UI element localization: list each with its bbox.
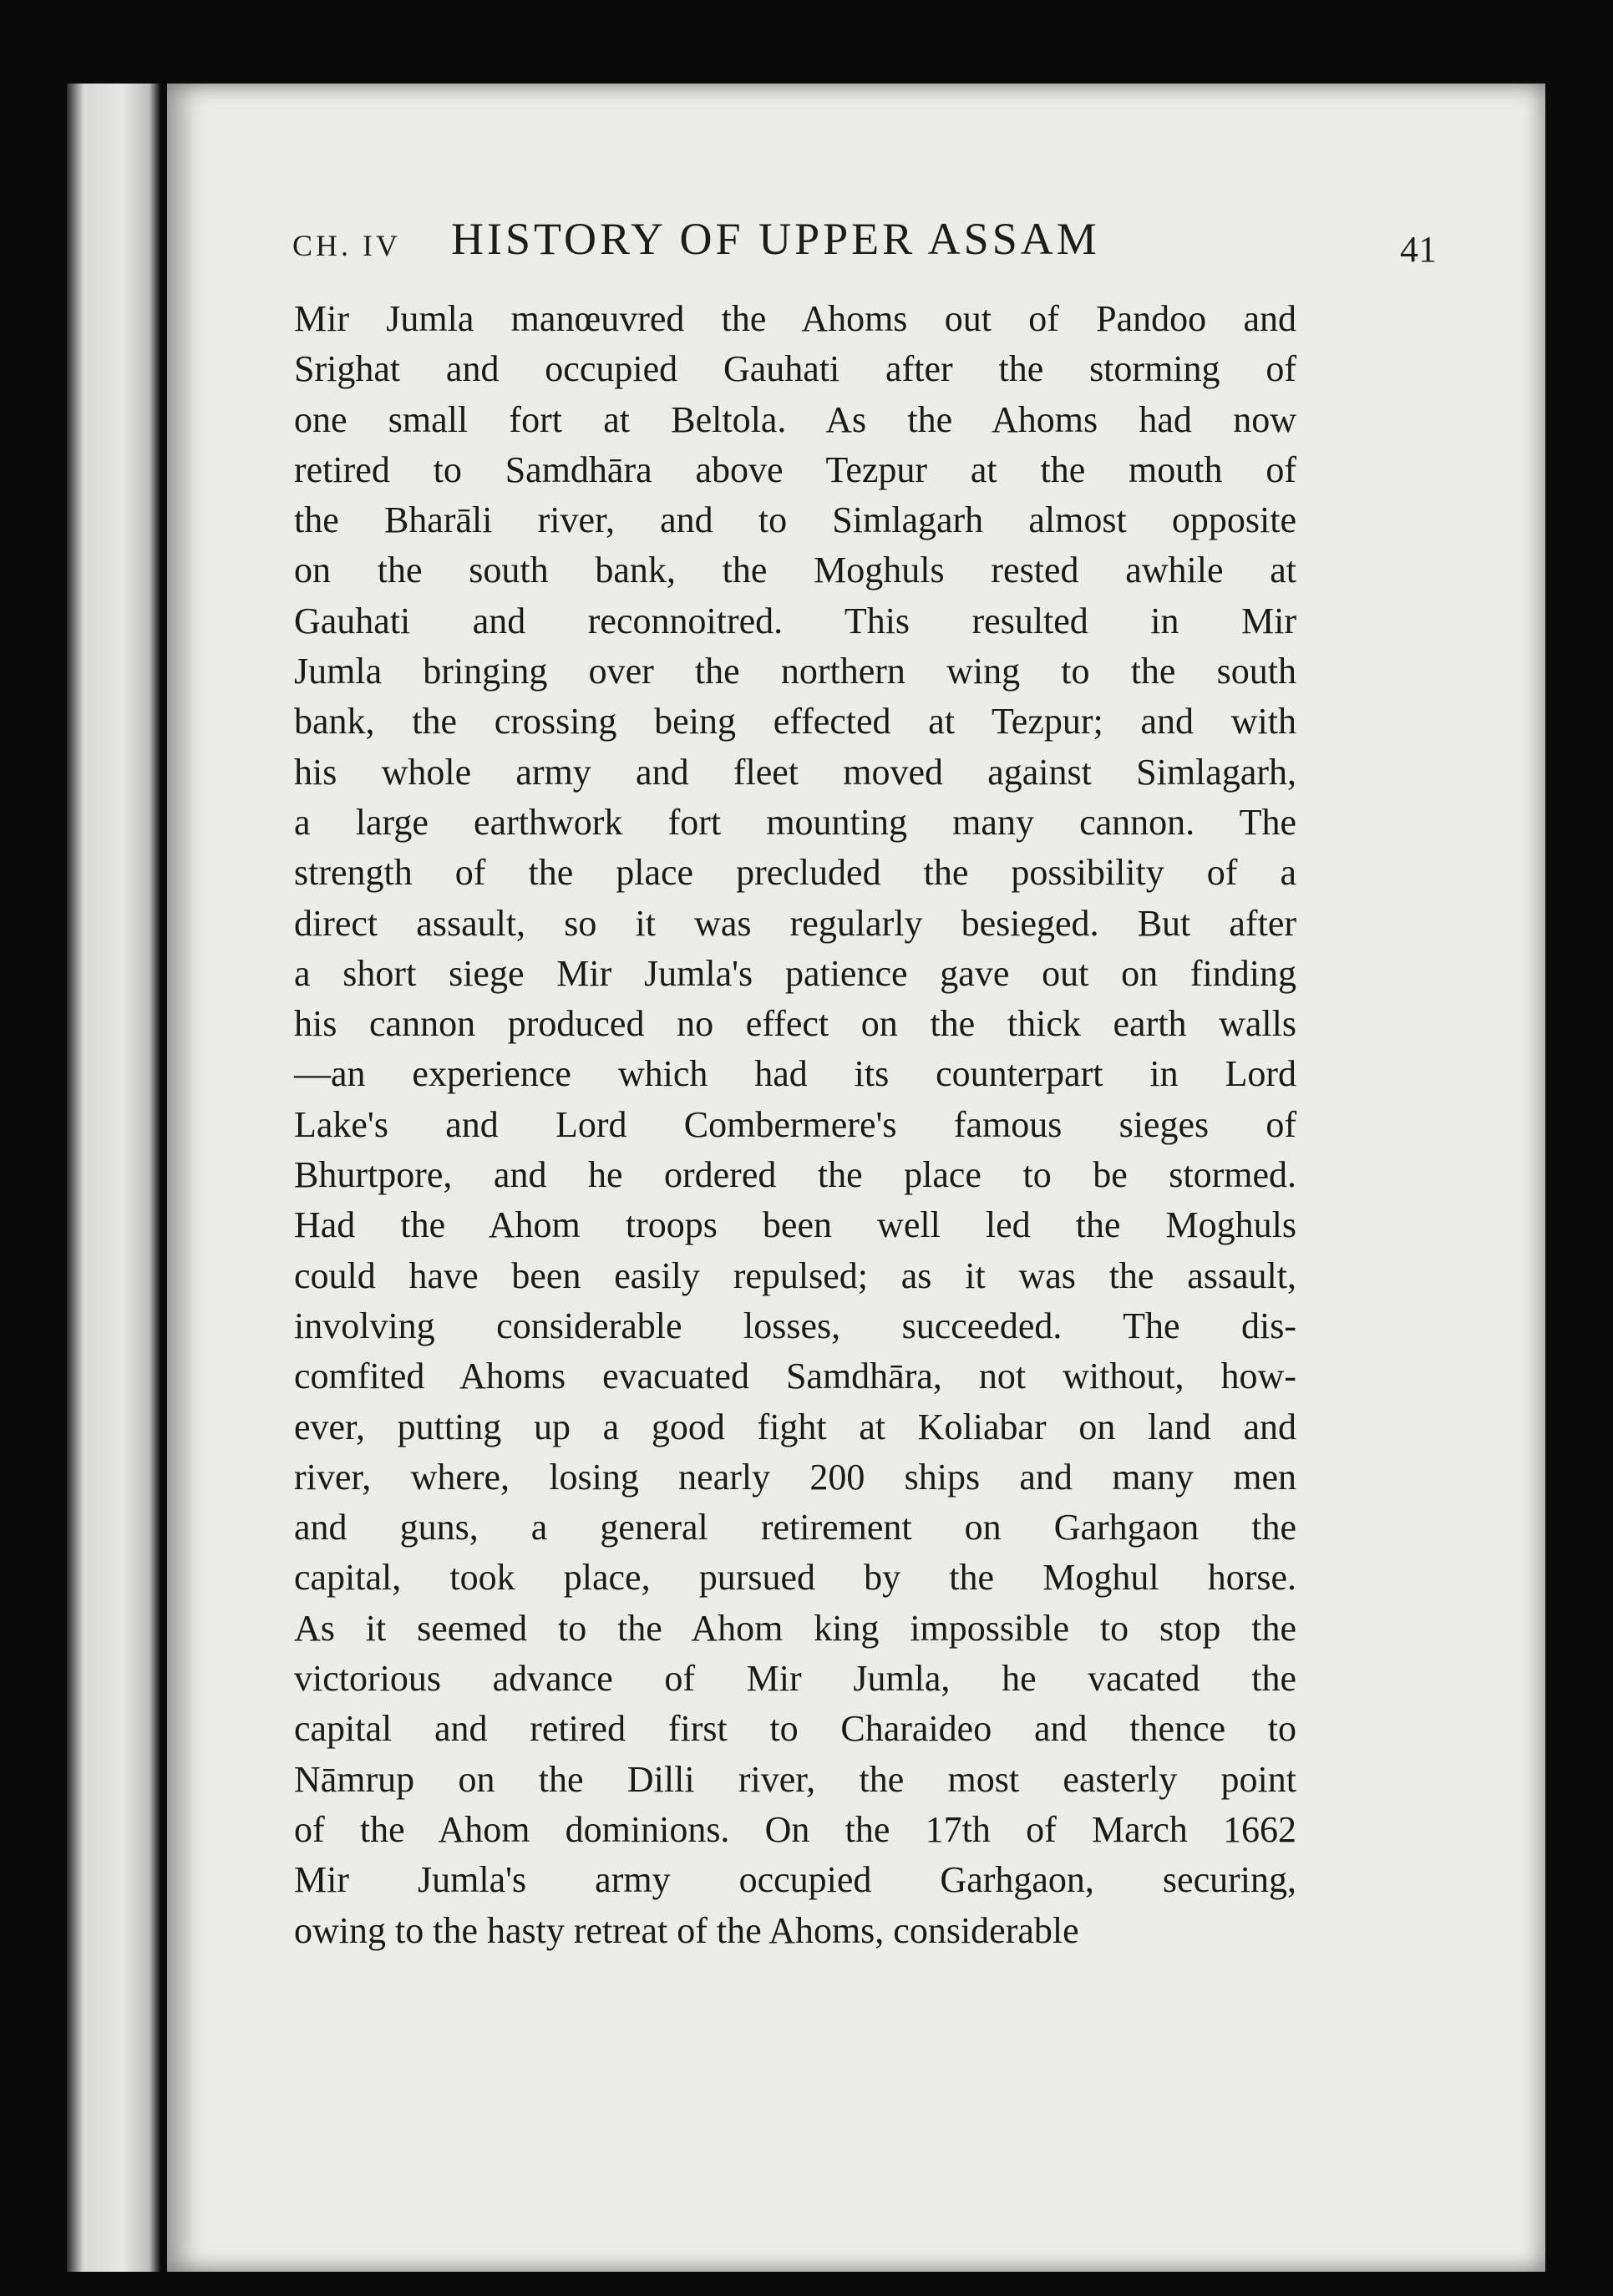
body-text	[294, 294, 1296, 1956]
text-line: strength of the place precluded the possibility of a	[294, 852, 1296, 894]
text-line: a large earthwork fort mounting many cannon. The	[294, 801, 1296, 843]
running-header	[292, 213, 1437, 280]
text-line: Mir Jumla manœuvred the Ahoms out of Pandoo and	[294, 298, 1296, 339]
text-line: the Bharāli river, and to Simlagarh almost opposite	[294, 499, 1296, 541]
facing-page-edge	[67, 84, 160, 2272]
text-line: victorious advance of Mir Jumla, he vacated the	[294, 1658, 1296, 1700]
text-line: capital and retired first to Charaideo and thence to	[294, 1708, 1296, 1750]
text-line: direct assault, so it was regularly besieged. But after	[294, 902, 1296, 944]
running-title: HISTORY OF UPPER ASSAM	[451, 214, 1100, 264]
text-line: comfited Ahoms evacuated Samdhāra, not without, how-	[294, 1356, 1296, 1397]
text-line: ever, putting up a good fight at Koliabar on land and	[294, 1406, 1296, 1447]
text-line: one small fort at Beltola. As the Ahoms had now	[294, 398, 1296, 440]
page-sheet	[167, 84, 1545, 2272]
text-line: his cannon produced no effect on the thick earth walls	[294, 1003, 1296, 1045]
chapter-label: CH. IV	[292, 229, 401, 262]
text-line: Srighat and occupied Gauhati after the storming of	[294, 348, 1296, 390]
text-line: Gauhati and reconnoitred. This resulted in Mir	[294, 600, 1296, 641]
text-line: a short siege Mir Jumla's patience gave out on finding	[294, 952, 1296, 994]
text-line: Nāmrup on the Dilli river, the most easterly point	[294, 1758, 1296, 1800]
text-line: and guns, a general retirement on Garhgaon the	[294, 1507, 1296, 1548]
text-line: of the Ahom dominions. On the 17th of March 1662	[294, 1808, 1296, 1850]
text-line: Lake's and Lord Combermere's famous sieges of	[294, 1103, 1296, 1145]
text-line: owing to the hasty retreat of the Ahoms, considerable	[294, 1909, 1079, 1951]
text-line: involving considerable losses, succeeded. The dis-	[294, 1305, 1296, 1346]
text-line: could have been easily repulsed; as it was the assault,	[294, 1254, 1296, 1296]
text-line: retired to Samdhāra above Tezpur at the mouth of	[294, 449, 1296, 490]
text-line: his whole army and fleet moved against Simlagarh,	[294, 751, 1296, 793]
text-line: bank, the crossing being effected at Tezpur; and with	[294, 701, 1296, 743]
text-line: Bhurtpore, and he ordered the place to be stormed.	[294, 1154, 1296, 1196]
page-number: 41	[1400, 229, 1437, 270]
text-line: Jumla bringing over the northern wing to the south	[294, 651, 1296, 692]
text-line: Had the Ahom troops been well led the Moghuls	[294, 1204, 1296, 1246]
text-line: Mir Jumla's army occupied Garhgaon, securing,	[294, 1859, 1296, 1901]
text-line: As it seemed to the Ahom king impossible to stop the	[294, 1607, 1296, 1649]
text-line: on the south bank, the Moghuls rested awhile at	[294, 550, 1296, 591]
text-line: capital, took place, pursued by the Moghul horse.	[294, 1557, 1296, 1599]
text-line: —an experience which had its counterpart in Lord	[294, 1053, 1296, 1095]
text-line: river, where, losing nearly 200 ships and many men	[294, 1456, 1296, 1498]
